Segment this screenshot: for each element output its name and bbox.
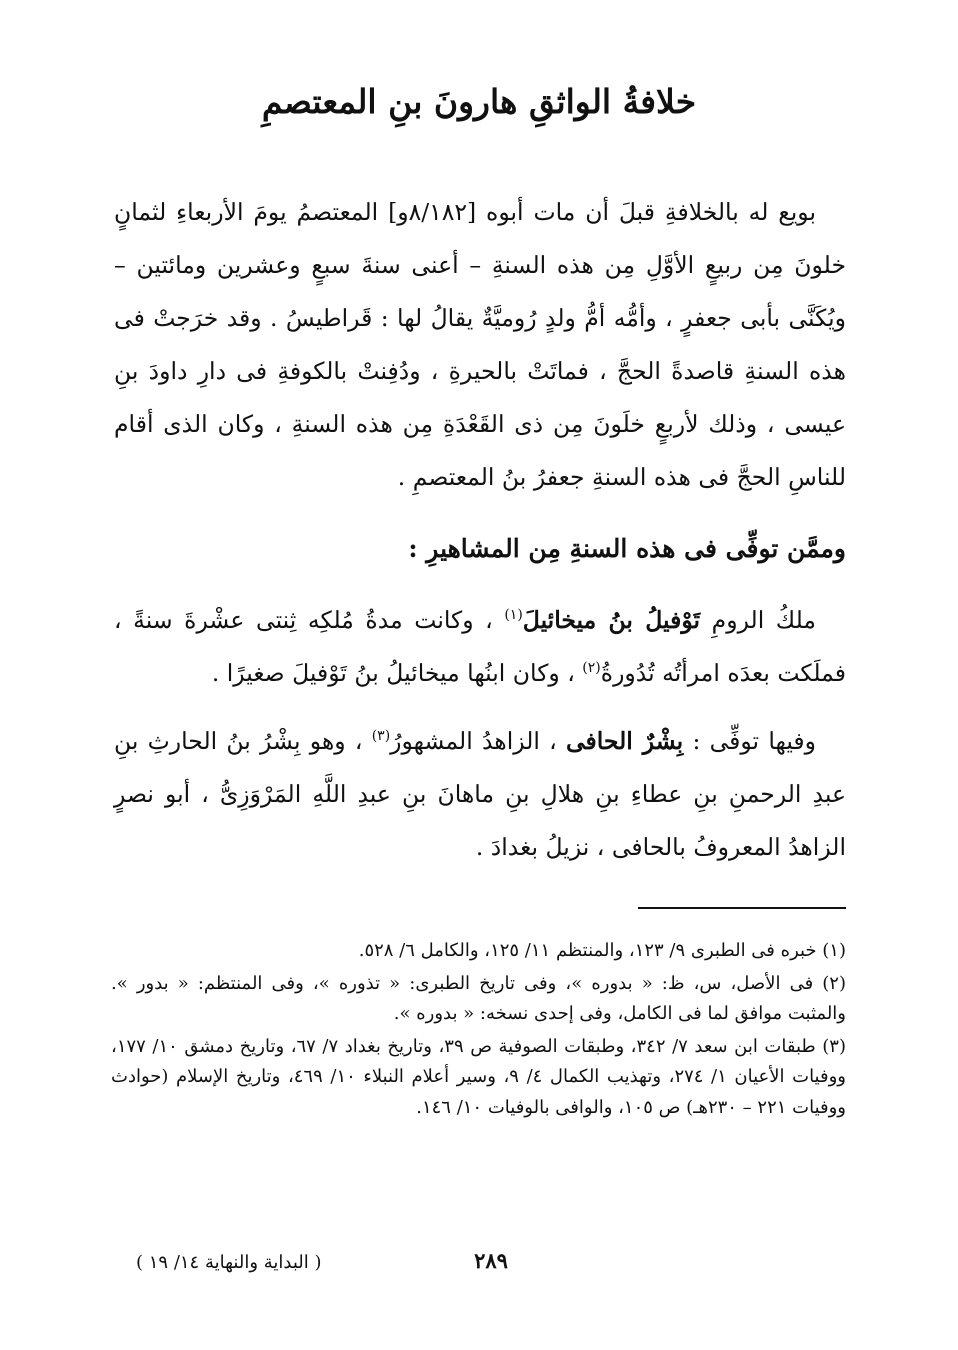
p2-lead-text: ملكُ الرومِ [700, 606, 816, 634]
footnote-marker-2[interactable]: (٢) [582, 660, 601, 677]
p3-middle-text: ، الزاهدُ المشهورُ [390, 727, 566, 755]
footnote-marker-1[interactable]: (١) [504, 607, 523, 624]
p3-lead-text: وفيها توفِّى : [683, 727, 816, 755]
page-number: ٢٨٩ [474, 1248, 508, 1273]
footnote-2: (٢) فى الأصل، س، ظ: « بدوره »، وفى تاريخ الطبرى: « تذوره »، وفى المنتظم: « بدور ». والمثبت موافق لما فى الكامل، وفى إحدى نسخه: « بدوره ». [111, 972, 846, 1024]
p2-person-name: تَوْفيلُ بنُ ميخائيلَ [522, 606, 701, 634]
p3-tail-text: ، وهو بِشْرُ بنُ الحارثِ بنِ عبدِ الرحمنِ بنِ عطاءِ بنِ هلالِ بنِ ماهانَ بنِ عبدِ اللَّهِ المَرْوَزِىُّ ، أبو نصرٍ الزاهدُ المعروفُ بالحافى ، نزيلُ بغدادَ . [114, 727, 846, 861]
p2-middle-text: ، وكانت مدةُ مُلكِه ثِنتى عشْرةَ سنةً ، فملَكت بعدَه امرأتُه تُدُورةُ [114, 606, 846, 687]
footnote-separator [638, 907, 846, 909]
footnote-1: (١) خبره فى الطبرى ٩/ ١٢٣، والمنتظم ١١/ ١٢٥، والكامل ٦/ ٥٢٨. [358, 940, 846, 961]
p2-tail-text: ، وكان ابنُها ميخائيلُ بنُ تَوْفيلَ صغيرًا . [211, 659, 583, 687]
page-reference: ( البداية والنهاية ١٤/ ١٩ ) [136, 1252, 322, 1273]
footnote-3: (٣) طبقات ابن سعد ٧/ ٣٤٢، وطبقات الصوفية ص ٣٩، وتاريخ بغداد ٧/ ٦٧، وتاريخ دمشق ١٠/ ١٧٧، ووفيات الأعيان ١/ ٢٧٤، وتهذيب الكمال ٤/ ٩، وسير أعلام النبلاء ١٠/ ٤٦٩، وتاريخ الإسلام (حوادث ووفيات ٢٢١ – ٢٣٠هـ) ص ١٠٥، والوافى بالوفيات ١٠/ ١٤٦. [111, 1035, 846, 1118]
p3-person-name: بِشْرٌ الحافى [565, 727, 684, 755]
chapter-title: خلافةُ الواثقِ هارونَ بنِ المعتصمِ [261, 82, 697, 121]
footnotes-block [111, 936, 846, 1125]
footnote-marker-3[interactable]: (٣) [371, 728, 391, 745]
paragraph-accession: بويع له بالخلافةِ قبلَ أن مات أبوه [٨/١٨٢و] المعتصمُ يومَ الأربعاءِ لثمانٍ خلونَ مِن ربيعٍ الأوَّلِ مِن هذه السنةِ – أعنى سنةَ سبعٍ وعشرين ومائتين – ويُكَنَّى بأبى جعفرٍ ، وأمُّه أمُّ ولدٍ رُوميَّةٌ يقالُ لها : قَراطيسُ . وقد خرَجتْ فى هذه السنةِ قاصدةً الحجَّ ، فماتَتْ بالحيرةِ ، ودُفِنتْ بالكوفةِ فى دارِ داودَ بنِ عيسى ، وذلك لأربعٍ خلَونَ مِن ذى القَعْدَةِ مِن هذه السنةِ ، وكان الذى أقام للناسِ الحجَّ فى هذه السنةِ جعفرُ بنُ المعتصمِ . [114, 198, 846, 491]
paragraph-bishr-al-hafi [114, 715, 846, 874]
paragraph-theophilos [114, 594, 846, 700]
section-heading-notable-deaths: وممَّن توفِّى فى هذه السنةِ مِن المشاهيرِ : [408, 534, 846, 563]
